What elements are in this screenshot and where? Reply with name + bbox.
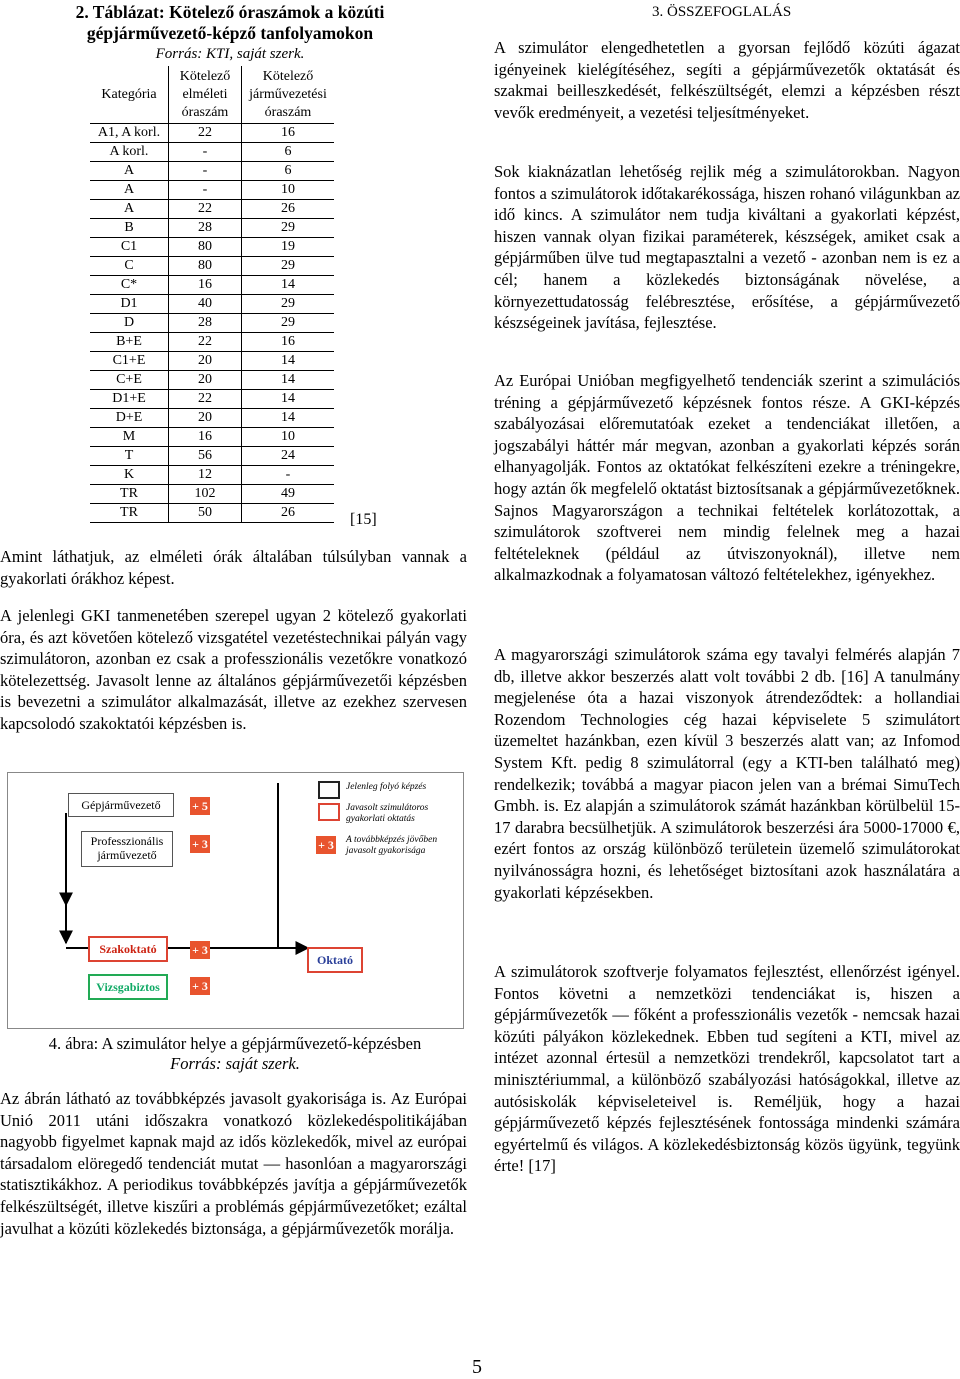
table-cell: A1, A korl. xyxy=(90,124,169,143)
page-number: 5 xyxy=(472,1356,482,1378)
table-row xyxy=(90,485,334,504)
table-row xyxy=(90,390,334,409)
table-cell: 16 xyxy=(242,124,335,143)
table-cell: 6 xyxy=(242,143,335,162)
table-cell: 14 xyxy=(242,371,335,390)
figure-caption xyxy=(0,1034,470,1074)
paragraph: Az ábrán látható az továbbképzés javasolt gyakorisága is. Az Európai Unió 2011 utáni időszakra vonatkozó közlekedéspolitikájában nagyobb figyelmet kapnak majd az idős közlekedők, mivel az európai társadalom elöregedő tendenciát mutat — hasonlóan a magyarországi statisztikákhoz. A periodikus továbbképzés javítja a gépjárművezetők felkészültségét, illetve kiszűri a problémás gépjárművezetőket; ezáltal javulhat a közúti közlekedés biztonsága, a gépjárművezetők morálja. xyxy=(0,1089,467,1238)
table-cell: A xyxy=(90,162,169,181)
table-row xyxy=(90,314,334,333)
table-cell: D xyxy=(90,314,169,333)
table-cell: 22 xyxy=(169,333,242,352)
table-cell: 16 xyxy=(169,428,242,447)
table-cell: 22 xyxy=(169,124,242,143)
table-source: Forrás: KTI, saját szerk. xyxy=(155,46,305,62)
table-row xyxy=(90,162,334,181)
table-cell: 29 xyxy=(242,219,335,238)
table-cell: 20 xyxy=(169,409,242,428)
table-row xyxy=(90,238,334,257)
table-row xyxy=(90,124,334,143)
table-cell: 22 xyxy=(169,200,242,219)
table-caption: 2. Táblázat: Kötelező óraszámok a közúti gépjárművezető-képző tanfolyamokon xyxy=(75,2,385,43)
table-reference: [15] xyxy=(350,511,377,528)
table-cell: 10 xyxy=(242,181,335,200)
paragraph: A szimulátor elengedhetetlen a gyorsan fejlődő közúti ágazat igényeinek kielégítéséhez, segíti a gépjárművezetők oktatását és szakmai beilleszkedését, felkészültségét, elemzi a képzésben részt vevők eredményeit, a vezetési teljesítményeket. xyxy=(494,38,960,122)
table-row xyxy=(90,295,334,314)
table-cell: 16 xyxy=(169,276,242,295)
table-cell: 6 xyxy=(242,162,335,181)
table-row xyxy=(90,219,334,238)
frequency-badge: + 3 xyxy=(190,941,210,959)
table-cell: - xyxy=(169,162,242,181)
paragraph: Az Európai Unióban megfigyelhető tendenciák szerint a szimulációs tréning a gépjárművezető képzésnek fontos része. A GKI-képzés szabályozásai előremutatóak ezeket a tendenciákat illetően, a jogszabályi háttér már megvan, azonban a gyakorlati képzés során elhanyagolják. Fontos az oktatókat felkészíteni ezekre a tréningekre, hogy aztán ők megfelelő oktatást biztosítsanak a gépjárművezetőknek. Sajnos Magyarországon a technikai feltételek korlátozottak, a szimulátorok szoftverei nem mindig felelnek meg a hazai feltételeknek (például az útviszonyoknál), illetve nem alkalmazkodnak a folyamatosan változó feltételekhez, igényekhez. xyxy=(494,371,960,585)
table-cell: 14 xyxy=(242,409,335,428)
table-cell: 40 xyxy=(169,295,242,314)
table-row xyxy=(90,333,334,352)
table-row xyxy=(90,200,334,219)
legend-swatch-simulator xyxy=(318,803,340,821)
table-row xyxy=(90,466,334,485)
table-cell: 29 xyxy=(242,314,335,333)
table-cell: 10 xyxy=(242,428,335,447)
table-cell: C+E xyxy=(90,371,169,390)
table-cell: 29 xyxy=(242,295,335,314)
paragraph: A szimulátorok szoftverje folyamatos fejlesztést, ellenőrzést igényel. Fontos követni a nemzetközi tendenciákat is, hiszen a gépjárművezetők — főként a professzionális vezetők - nemcsak hazai közúti pályákon közlekednek. Ebben tud segíteni a KTI, mivel az intézet azonnal értesül a nemzetközi trendekről, kapcsolatot tart a minisztériummal, a különböző szabályozási hatóságokkal, illetve az autósiskolák képviseleteivel is. Reméljük, hogy a hazai gépjárművezető képzés fejlesztésének fontossága mindenki számára egyértelmű és világos. A közlekedésbiztonság közös ügyünk, tegyünk érte! [17] xyxy=(494,962,960,1176)
table-row xyxy=(90,352,334,371)
table-cell: 50 xyxy=(169,504,242,523)
table-cell: 49 xyxy=(242,485,335,504)
table-row xyxy=(90,181,334,200)
table-cell: 20 xyxy=(169,352,242,371)
table-cell: K xyxy=(90,466,169,485)
box-oktato: Oktató xyxy=(307,947,363,973)
table-header: Kategória xyxy=(90,66,169,124)
table-cell: 56 xyxy=(169,447,242,466)
table-header: Kötelező járművezetési óraszám xyxy=(242,66,335,124)
box-gepjarmuvezeto: Gépjárművezető xyxy=(68,793,174,817)
legend-item: A továbbképzés jövőben javasolt gyakorisága xyxy=(346,835,438,856)
box-vizsgabiztos: Vizsgabiztos xyxy=(88,974,168,1000)
table-row xyxy=(90,409,334,428)
table-cell: - xyxy=(169,181,242,200)
table-cell: B+E xyxy=(90,333,169,352)
course-hours-table xyxy=(90,66,334,523)
table-cell: TR xyxy=(90,504,169,523)
legend-item: Jelenleg folyó képzés xyxy=(346,782,427,792)
table-row xyxy=(90,504,334,523)
table-cell: D+E xyxy=(90,409,169,428)
box-szakoktato: Szakoktató xyxy=(88,936,168,962)
table-cell: 102 xyxy=(169,485,242,504)
table-cell: C1 xyxy=(90,238,169,257)
simulator-diagram xyxy=(7,772,464,1029)
table-cell: 20 xyxy=(169,371,242,390)
legend-frequency-badge: + 3 xyxy=(316,836,336,854)
legend-swatch-current xyxy=(318,781,340,799)
table-cell: 22 xyxy=(169,390,242,409)
table-cell: 12 xyxy=(169,466,242,485)
paragraph: A magyarországi szimulátorok száma egy tavalyi felmérés alapján 7 db, illetve akkor beszerzés alatt volt további 2 db. [16] A tanulmány megjelenése óta a hazai viszonyok átrendeződtek: a hollandiai Rozendom Technologies cég hazai képviselete 5 szimulátort üzemeltet hazánkban, ezen kívül 3 beszerzés alatt van; az Infomod System Kft. pedig 8 szimulátorral (egy a KTI-ben található meg) rendelkezik; továbbá a magyar piacon jelen van a brémai SimuTech Gmbh. is. Ez alapján a szimulátorok számát hazánkban körülbelül 15-17 darabra becsülhetjük. A szimulátorok beszerzési ára 5000-17000 €, ezért fontos az ország különböző területein üzemelő szimulátorokat nyilvánosságra hozni, és lehetőséget biztosítani azok használatára a gyakorlati képzésekben. xyxy=(494,645,960,902)
table-row xyxy=(90,257,334,276)
table-cell: C1+E xyxy=(90,352,169,371)
table-cell: 28 xyxy=(169,219,242,238)
table-cell: TR xyxy=(90,485,169,504)
table-cell: D1 xyxy=(90,295,169,314)
table-cell: C* xyxy=(90,276,169,295)
table-cell: - xyxy=(169,143,242,162)
frequency-badge: + 5 xyxy=(190,797,210,815)
table-row xyxy=(90,371,334,390)
table-cell: 26 xyxy=(242,504,335,523)
legend-item: Javasolt szimulátoros gyakorlati oktatás xyxy=(346,803,429,824)
table-cell: 80 xyxy=(169,238,242,257)
table-cell: 26 xyxy=(242,200,335,219)
table-row xyxy=(90,276,334,295)
table-cell: C xyxy=(90,257,169,276)
frequency-badge: + 3 xyxy=(190,977,210,995)
table-row xyxy=(90,428,334,447)
table-row xyxy=(90,447,334,466)
paragraph: Sok kiaknázatlan lehetőség rejlik még a szimulátorokban. Nagyon fontos a szimulátorok időtakarékossága, hiszen rohanó világunkban az idő kincs. A szimulátor nem tudja kiváltani a gyakorlati képzést, hiszen vannak olyan fizikai paraméterek, készségek, amiket csak a gépjárműben ülve tud megtapasztalni a vezető - azonban nem is ez a cél; hanem a közlekedés biztonságának növelése, a környezettudatosság felébresztése, erősítése, a gépjárművezető készségeinek javítása, fejlesztése. xyxy=(494,162,960,333)
table-cell: 14 xyxy=(242,352,335,371)
table-cell: 14 xyxy=(242,390,335,409)
table-cell: 29 xyxy=(242,257,335,276)
table-cell: T xyxy=(90,447,169,466)
paragraph: Amint láthatjuk, az elméleti órák általában túlsúlyban vannak a gyakorlati órákhoz képest. xyxy=(0,547,467,588)
table-cell: - xyxy=(242,466,335,485)
table-cell: B xyxy=(90,219,169,238)
paragraph: A jelenlegi GKI tanmenetében szerepel ugyan 2 kötelező gyakorlati óra, és azt követően kötelező vizsgatétel vezetéstechnikai pályán vagy szimulátoron, azonban ez csak a professzionális vezetőkre vonatkozó kötelezettség. Javasolt lenne az általános gépjárművezetői képzésben is bevezetni a szimulátor alkalmazását, illetve az ezekhez szervesen kapcsolodó szakoktatói képzésben is. xyxy=(0,606,467,733)
table-cell: 24 xyxy=(242,447,335,466)
table-cell: 80 xyxy=(169,257,242,276)
frequency-badge: + 3 xyxy=(190,835,210,853)
table-cell: D1+E xyxy=(90,390,169,409)
table-cell: 14 xyxy=(242,276,335,295)
table-body xyxy=(90,124,334,523)
figure-title: 4. ábra: A szimulátor helye a gépjárművezető-képzésben xyxy=(48,1034,422,1053)
table-cell: A korl. xyxy=(90,143,169,162)
box-professzionalis: Professzionális járművezető xyxy=(81,831,173,867)
table-row xyxy=(90,143,334,162)
table-cell: 16 xyxy=(242,333,335,352)
table-cell: A xyxy=(90,181,169,200)
table-header: Kötelező elméleti óraszám xyxy=(169,66,242,124)
figure-source: Forrás: saját szerk. xyxy=(170,1054,300,1073)
table-cell: M xyxy=(90,428,169,447)
section-heading: 3. ÖSSZEFOGLALÁS xyxy=(652,4,792,20)
table-cell: 28 xyxy=(169,314,242,333)
table-cell: 19 xyxy=(242,238,335,257)
table-cell: A xyxy=(90,200,169,219)
